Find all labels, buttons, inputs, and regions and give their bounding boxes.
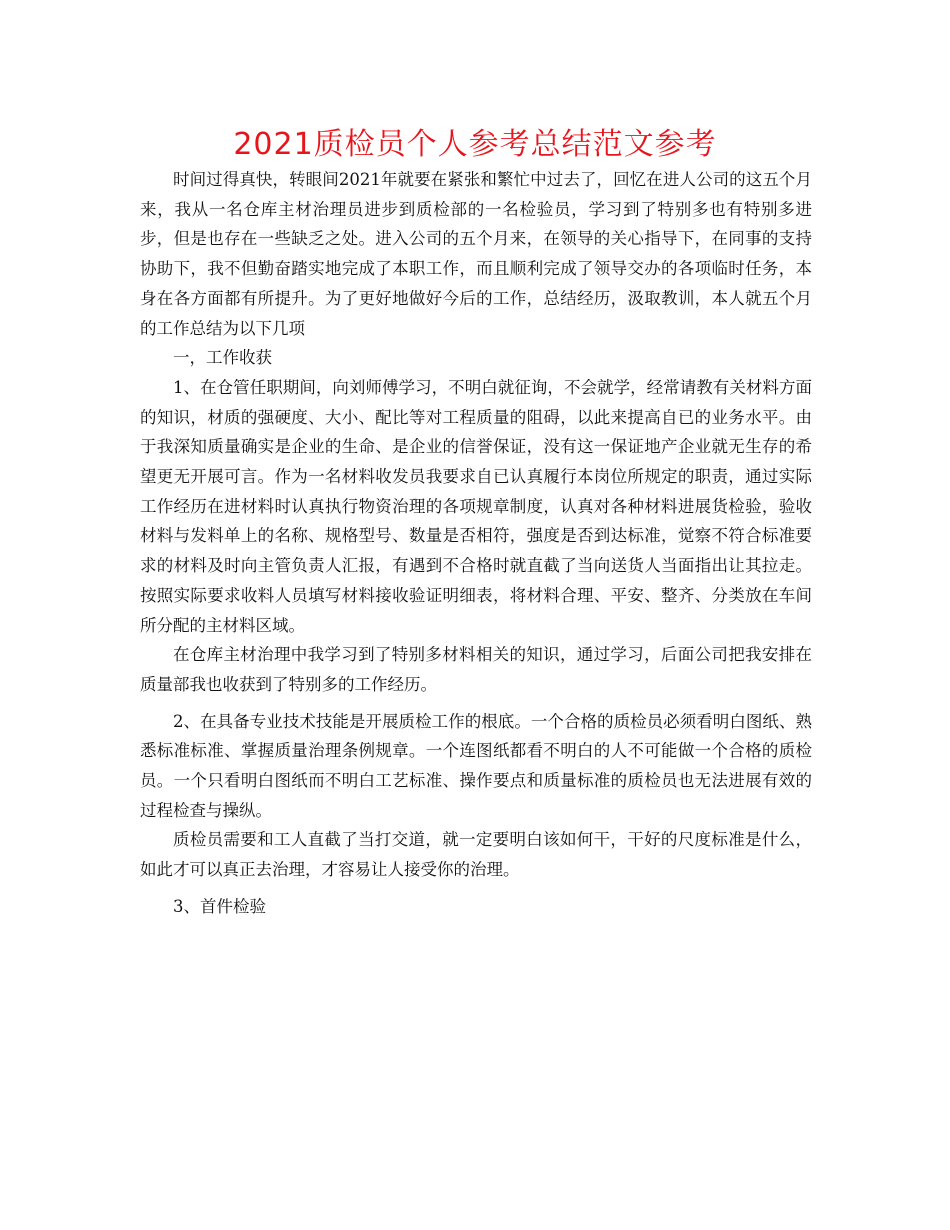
paragraph-inspector-workers: 质检员需要和工人直截了当打交道，就一定要明白该如何干，干好的尺度标准是什么，如此才可以真正去治理，才容易让人接受你的治理。 (140, 830, 812, 880)
document-body (140, 165, 812, 922)
paragraph-item-2: 2、在具备专业技术技能是开展质检工作的根底。一个合格的质检员必须看明白图纸、熟悉标准标准、掌握质量治理条例规章。一个连图纸都看不明白的人不可能做一个合格的质检员。一个只看明白图纸而不明白工艺标准、操作要点和质量标准的质检员也无法进展有效的过程检查与操纵。 (140, 711, 812, 820)
section-heading-work-gains: 一，工作收获 (173, 348, 272, 368)
paragraph-item-1: 1、在仓管任职期间，向刘师傅学习，不明白就征询，不会就学，经常请教有关材料方面的知识，材质的强硬度、大小、配比等对工程质量的阻碍，以此来提高自已的业务水平。由于我深知质量确实是企业的生命、是企业的信誉保证，没有这一保证地产企业就无生存的希望更无开展可言。作为一名材料收发员我要求自已认真履行本岗位所规定的职责，通过实际工作经历在进材料时认真执行物资治理的各项规章制度，认真对各种材料进展货检验，验收材料与发料单上的名称、规格型号、数量是否相符，强度是否到达标准，觉察不符合标准要求的材料及时向主管负责人汇报，有遇到不合格时就直截了当向送货人当面指出让其拉走。按照实际要求收料人员填写材料接收验证明细表，将材料合理、平安、整齐、分类放在车间所分配的主材料区域。 (140, 377, 812, 635)
paragraph-item-3-heading: 3、首件检验 (173, 896, 266, 916)
document-title: 2021质检员个人参考总结范文参考 (233, 127, 717, 162)
paragraph-warehouse-learning: 在仓库主材治理中我学习到了特别多材料相关的知识，通过学习，后面公司把我安排在质量部我也收获到了特别多的工作经历。 (140, 645, 812, 694)
intro-paragraph: 时间过得真快，转眼间2021年就要在紧张和繁忙中过去了，回忆在进人公司的这五个月来，我从一名仓库主材治理员进步到质检部的一名检验员，学习到了特别多也有特别多进步，但是也存在一些缺乏之处。进入公司的五个月来，在领导的关心指导下，在同事的支持协助下，我不但勤奋踏实地完成了本职工作，而且顺利完成了领导交办的各项临时任务，本身在各方面都有所提升。为了更好地做好今后的工作，总结经历，汲取教训，本人就五个月的工作总结为以下几项 (140, 170, 812, 338)
